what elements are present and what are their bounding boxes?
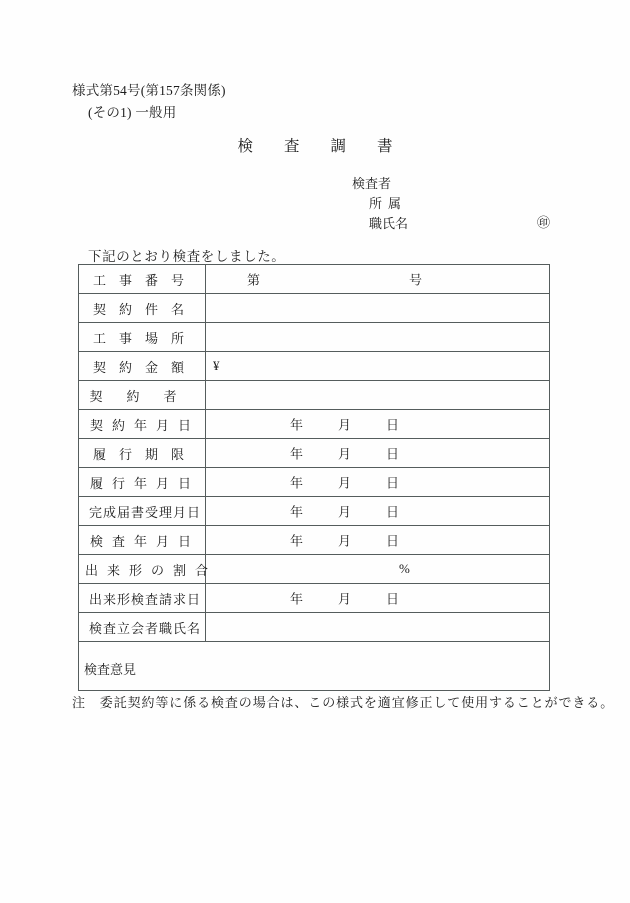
inspection-opinion-cell[interactable] bbox=[79, 642, 550, 691]
inspection-table bbox=[78, 264, 550, 691]
table-row bbox=[79, 381, 550, 410]
row-value-keiyaku-kenmei[interactable] bbox=[206, 294, 550, 323]
value-suffix-gou: 号 bbox=[409, 272, 423, 288]
row-value-rikou-nengappi[interactable] bbox=[206, 468, 550, 497]
table-body bbox=[79, 265, 550, 691]
inspection-opinion-label: 検査意見 bbox=[84, 661, 137, 677]
table-row bbox=[79, 294, 550, 323]
inspector-block bbox=[352, 174, 551, 234]
percent-symbol: % bbox=[399, 561, 410, 576]
row-value-tachiaisha[interactable] bbox=[206, 613, 550, 642]
row-label-kensa-nengappi: 検査年月日 bbox=[79, 526, 206, 555]
row-label-dekigata-seikyubi: 出来形検査請求日 bbox=[79, 584, 206, 613]
row-value-koji-basho[interactable] bbox=[206, 323, 550, 352]
table-row bbox=[79, 526, 550, 555]
table-row bbox=[79, 265, 550, 294]
seal-icon: ㊞ bbox=[537, 215, 551, 230]
table-row bbox=[79, 468, 550, 497]
inspector-affiliation-label: 所属 bbox=[369, 196, 408, 211]
row-value-keiyaku-kingaku[interactable] bbox=[206, 352, 550, 381]
date-placeholder: 年月日 bbox=[290, 504, 435, 520]
date-placeholder: 年月日 bbox=[290, 446, 435, 462]
row-label-keiyaku-kenmei: 契約件名 bbox=[79, 294, 206, 323]
row-value-dekigata-wariai[interactable] bbox=[206, 555, 550, 584]
row-value-keiyaku-nengappi[interactable] bbox=[206, 410, 550, 439]
table-row bbox=[79, 642, 550, 691]
table-row bbox=[79, 497, 550, 526]
row-value-rikou-kigen[interactable] bbox=[206, 439, 550, 468]
row-label-rikou-nengappi: 履行年月日 bbox=[79, 468, 206, 497]
row-label-dekigata-wariai: 出来形の割合 bbox=[79, 555, 206, 584]
row-label-kansei-todokesho: 完成届書受理月日 bbox=[79, 497, 206, 526]
date-placeholder: 年月日 bbox=[290, 475, 435, 491]
row-label-rikou-kigen: 履行期限 bbox=[79, 439, 206, 468]
form-subtitle: (その1) 一般用 bbox=[88, 105, 177, 120]
table-row bbox=[79, 410, 550, 439]
row-label-keiyakusha: 契約者 bbox=[79, 381, 206, 410]
yen-symbol: ¥ bbox=[213, 358, 220, 373]
date-placeholder: 年月日 bbox=[290, 591, 435, 607]
row-label-koji-basho: 工事場所 bbox=[79, 323, 206, 352]
table-row bbox=[79, 555, 550, 584]
date-placeholder: 年月日 bbox=[290, 533, 435, 549]
table-row bbox=[79, 439, 550, 468]
date-placeholder: 年月日 bbox=[290, 417, 435, 433]
document-title: 検査調書 bbox=[237, 138, 424, 155]
row-value-koji-bango[interactable] bbox=[206, 265, 550, 294]
table-row bbox=[79, 323, 550, 352]
inspector-name-label: 職氏名 bbox=[369, 216, 409, 231]
inspector-name-row bbox=[369, 214, 551, 234]
row-value-kansei-todokesho[interactable] bbox=[206, 497, 550, 526]
row-label-koji-bango: 工事番号 bbox=[79, 265, 206, 294]
footnote: 注 委託契約等に係る検査の場合は、この様式を適宜修正して使用することができる。 bbox=[72, 695, 615, 710]
table-row bbox=[79, 584, 550, 613]
row-value-keiyakusha[interactable] bbox=[206, 381, 550, 410]
table-row bbox=[79, 613, 550, 642]
intro-statement: 下記のとおり検査をしました。 bbox=[88, 249, 286, 264]
row-value-kensa-nengappi[interactable] bbox=[206, 526, 550, 555]
row-label-keiyaku-kingaku: 契約金額 bbox=[79, 352, 206, 381]
table-row bbox=[79, 352, 550, 381]
value-prefix-dai: 第 bbox=[247, 272, 261, 288]
form-number: 様式第54号(第157条関係) bbox=[72, 83, 226, 98]
inspector-heading: 検査者 bbox=[352, 176, 392, 191]
row-label-tachiaisha: 検査立会者職氏名 bbox=[79, 613, 206, 642]
row-label-keiyaku-nengappi: 契約年月日 bbox=[79, 410, 206, 439]
row-value-dekigata-seikyubi[interactable] bbox=[206, 584, 550, 613]
